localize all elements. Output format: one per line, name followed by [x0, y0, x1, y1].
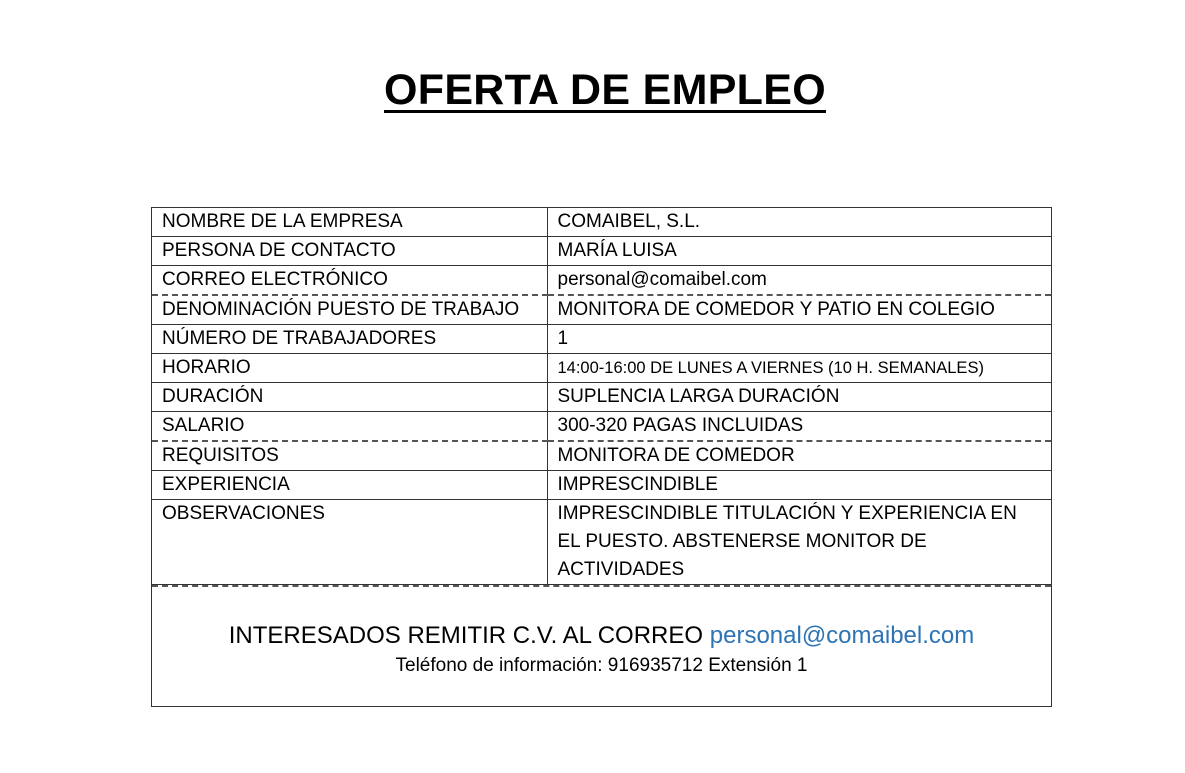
info-phone: Teléfono de información: 916935712 Extensión 1: [395, 655, 808, 676]
row-value: 1: [547, 325, 1051, 354]
table-row: [152, 295, 1051, 325]
apply-email-link[interactable]: personal@comaibel.com: [709, 622, 975, 649]
row-value: COMAIBEL, S.L.: [547, 208, 1051, 237]
table-row: [152, 208, 1051, 237]
table-row: [152, 471, 1051, 500]
apply-instructions: [152, 587, 1051, 651]
row-label: DURACIÓN: [152, 383, 547, 412]
row-label: NOMBRE DE LA EMPRESA: [152, 208, 547, 237]
offer-details: [152, 208, 1051, 585]
row-value: IMPRESCINDIBLE: [547, 471, 1051, 500]
row-value: 14:00-16:00 DE LUNES A VIERNES (10 H. SEMANALES): [547, 354, 1051, 383]
row-label: REQUISITOS: [152, 441, 547, 471]
row-label: PERSONA DE CONTACTO: [152, 237, 547, 266]
page-title: OFERTA DE EMPLEO: [384, 66, 826, 114]
job-offer-table: [151, 207, 1052, 707]
table-row: [152, 354, 1051, 383]
table-row: [152, 441, 1051, 471]
row-label: SALARIO: [152, 412, 547, 442]
row-value: 300-320 PAGAS INCLUIDAS: [547, 412, 1051, 442]
row-value: MARÍA LUISA: [547, 237, 1051, 266]
row-label: EXPERIENCIA: [152, 471, 547, 500]
apply-text: INTERESADOS REMITIR C.V. AL CORREO: [228, 622, 704, 649]
row-value: MONITORA DE COMEDOR: [547, 441, 1051, 471]
row-label: OBSERVACIONES: [152, 500, 547, 585]
row-value: IMPRESCINDIBLE TITULACIÓN Y EXPERIENCIA EN EL PUESTO. ABSTENERSE MONITOR DE ACTIVIDADES: [547, 500, 1051, 585]
row-value-email[interactable]: personal@comaibel.com: [547, 266, 1051, 296]
contact-footer: [152, 585, 1051, 706]
table-row: [152, 325, 1051, 354]
table-row: [152, 412, 1051, 442]
row-label: HORARIO: [152, 354, 547, 383]
table-row: [152, 500, 1051, 585]
table-row: [152, 383, 1051, 412]
row-label: CORREO ELECTRÓNICO: [152, 266, 547, 296]
row-label: DENOMINACIÓN PUESTO DE TRABAJO: [152, 295, 547, 325]
row-value: SUPLENCIA LARGA DURACIÓN: [547, 383, 1051, 412]
row-value: MONITORA DE COMEDOR Y PATIO EN COLEGIO: [547, 295, 1051, 325]
table-row: [152, 266, 1051, 296]
table-row: [152, 237, 1051, 266]
row-label: NÚMERO DE TRABAJADORES: [152, 325, 547, 354]
